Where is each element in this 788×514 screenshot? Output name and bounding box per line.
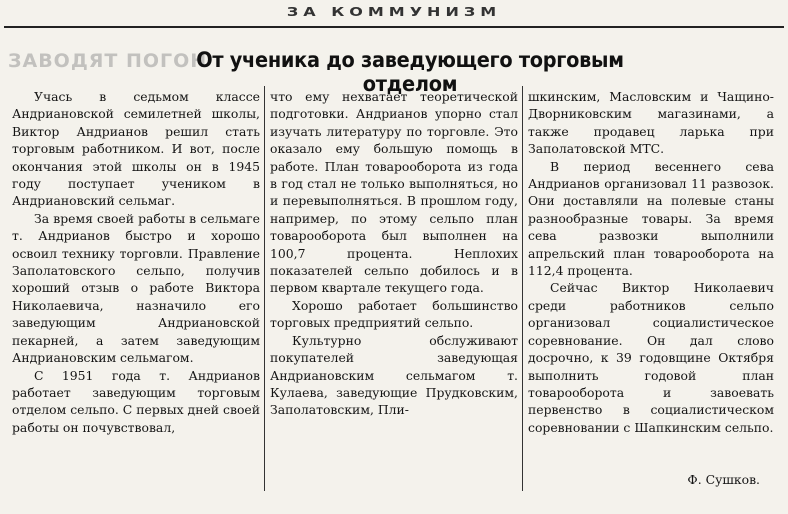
- paragraph: шкинским, Масловским и Чащино-Дворниковским магазинами, а также продавец ларька при Заполатовской МТС.: [528, 89, 774, 157]
- paragraph: Культурно обслуживают покупателей заведующая Андриановским сельмагом т. Кулаева, заведующие Прудковским, Заполатовским, Пли-: [270, 332, 518, 418]
- article-headline: [150, 48, 670, 96]
- headline-text: От ученика до заведующего торговым отделом: [196, 48, 624, 96]
- paragraph: Учась в седьмом классе Андриановской семилетней школы, Виктор Андрианов решил стать торговым работником. И вот, после окончания этой школы он в 1945 году поступает учеником в Андриановский сельмаг.: [12, 89, 260, 209]
- masthead-rule: [4, 26, 784, 28]
- newspaper-masthead: [0, 0, 788, 24]
- masthead-title: ЗА КОММУНИЗМ: [286, 3, 502, 20]
- article-column-2: [270, 88, 518, 488]
- paragraph: За время своей работы в сельмаге т. Андрианов быстро и хорошо освоил технику торговли. Правление Заполатовского сельпо, получив хороший отзыв о работе Виктора Николаевича, назначило его заведующим Андриановской пекарней, а затем заведующим Андриановским сельмагом.: [12, 210, 260, 366]
- article-column-1: [12, 88, 260, 488]
- column-divider-2: [522, 86, 523, 491]
- paragraph: Хорошо работает большинство торговых предприятий сельпо.: [270, 297, 518, 331]
- paragraph: что ему нехватает теоретической подготовки. Андрианов упорно стал изучать литературу по торговле. Это оказало ему большую помощь в работе. План товарооборота из года в год стал не только выполняться, но и перевыполняться. В прошлом году, например, по этому сельпо план товарооборота был выполнен на 100,7 процента. Неплохих показателей сельпо добилось и в первом квартале текущего года.: [270, 89, 518, 296]
- article-column-3: [528, 88, 774, 488]
- paragraph: С 1951 года т. Андрианов работает заведующим торговым отделом сельпо. С первых дней своей работы он почувствовал,: [12, 367, 260, 435]
- column-divider-1: [264, 86, 265, 491]
- paragraph: Сейчас Виктор Николаевич среди работников сельпо организовал социалистическое соревнование. Он дал слово досрочно, к 39 годовщине Октября выполнить годовой план товарооборота и завоевать первенство в социалистическом соревновании с Шапкинским сельпо.: [528, 280, 774, 435]
- bleed-through-heading: ЗАВОДЯТ ПОГОН: [8, 50, 208, 72]
- paragraph: В период весеннего сева Андрианов организовал 11 развозок. Они доставляли на полевые станы разнообразные товары. За время сева развозки выполнили апрельский план товарооборота на 112,4 процента.: [528, 158, 774, 279]
- author-signature: Ф. Сушков.: [687, 472, 760, 487]
